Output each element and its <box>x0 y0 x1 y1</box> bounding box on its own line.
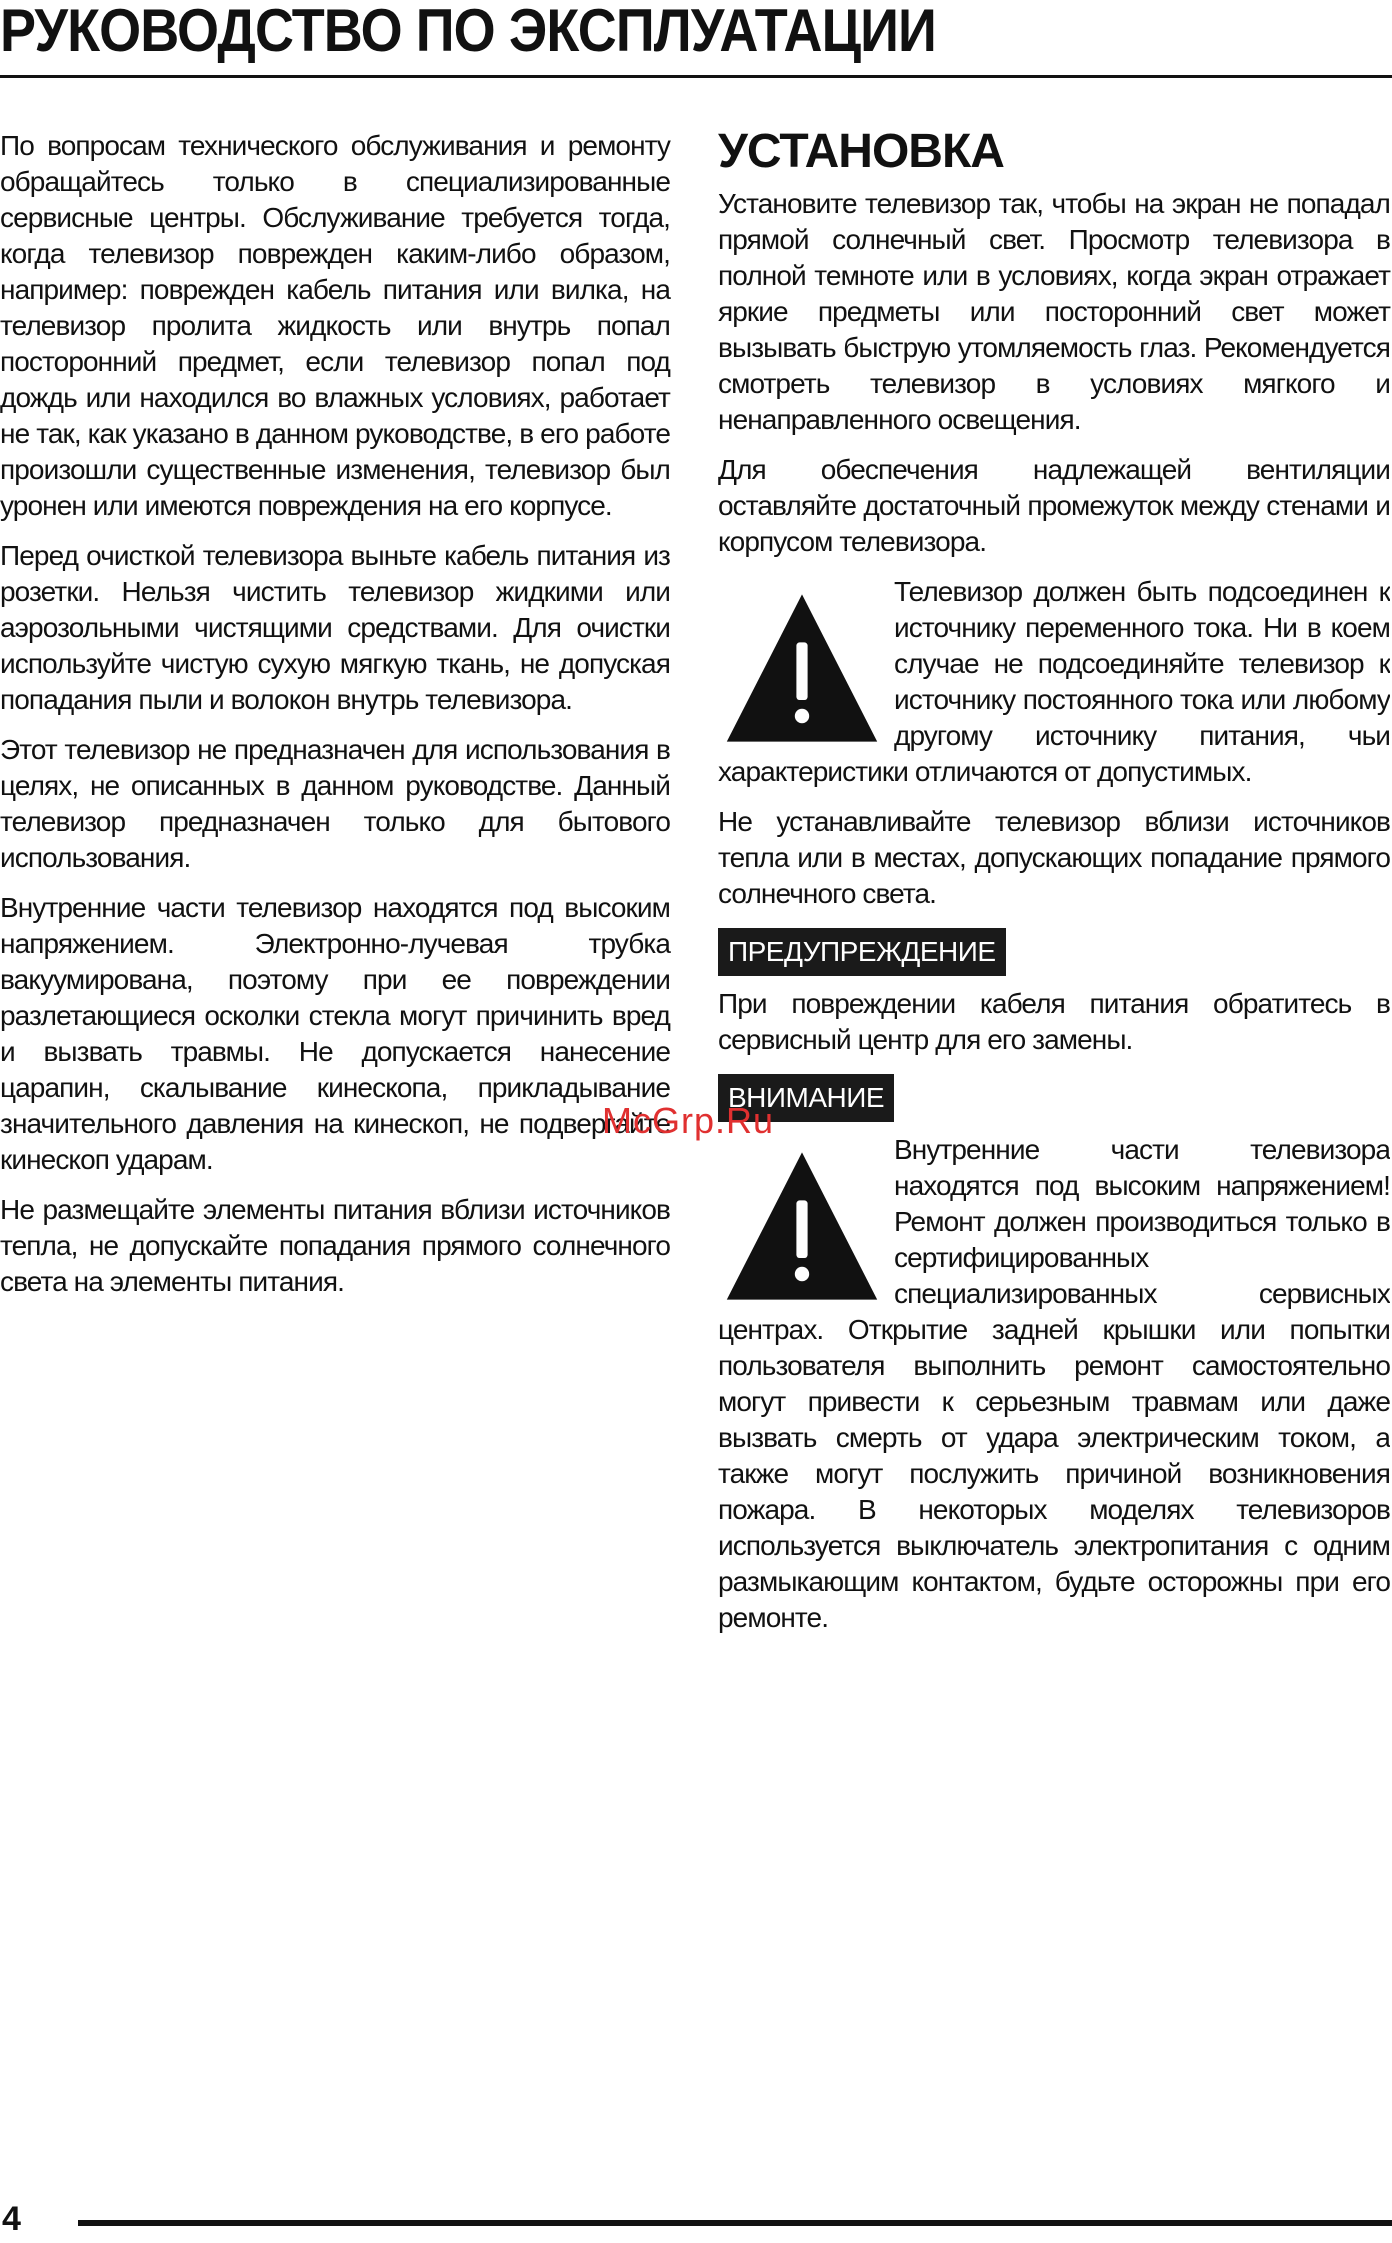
warning-block-voltage <box>718 1132 1390 1650</box>
right-column <box>718 122 1390 1650</box>
label-warning: ПРЕДУПРЕЖДЕНИЕ <box>718 928 1006 976</box>
warning-triangle-icon <box>722 1146 882 1306</box>
paragraph-service: По вопросам технического обслуживания и ремонту обращайтесь только в специализированные сервисные центры. Обслуживание требуется тогда, когда телевизор поврежден каким-либо образом, например: поврежден кабель питания или вилка, на телевизор пролита жидкость или внутрь попал посторонний предмет, если телевизор попал под дождь или находился во влажных условиях, работает не так, как указано в данном руководстве, в его работе произошли существенные изменения, телевизор был уронен или имеются повреждения на его корпусе. <box>0 130 670 521</box>
watermark: McGrp.Ru <box>602 1100 775 1141</box>
footer-divider <box>78 2220 1392 2226</box>
paragraph-high-voltage: Внутренние части телевизор находятся под высоким напряжением. Электронно-лучевая трубка вакуумирована, поэтому при ее повреждении разлетающиеся осколки стекла могут причинить вред и вызвать травмы. Не допускается нанесение царапин, скалывание кинескопа, прикладывание значительного давления на кинескоп, не подвергайте кинескоп ударам. <box>0 892 670 1175</box>
paragraph-power-source: Телевизор должен быть подсоединен к источнику переменного тока. Ни в коем случае не подсоединяйте телевизор к источнику постоянного тока или любому другому источнику питания, чьи характеристики отличаются от допустимых. <box>718 576 1390 787</box>
paragraph-ventilation: Для обеспечения надлежащей вентиляции оставляйте достаточный промежуток между стенами и корпусом телевизора. <box>718 454 1390 557</box>
paragraph-cleaning: Перед очисткой телевизора выньте кабель питания из розетки. Нельзя чистить телевизор жидкими или аэрозольными чистящими средствами. Для очистки используйте чистую сухую мягкую ткань, не допуская попадания пыли и волокон внутрь телевизора. <box>0 540 670 715</box>
paragraph-batteries: Не размещайте элементы питания вблизи источников тепла, не допускайте попадания прямого солнечного света на элементы питания. <box>0 1194 670 1297</box>
warning-triangle-icon <box>722 588 882 748</box>
paragraph-placement: Установите телевизор так, чтобы на экран не попадал прямой солнечный свет. Просмотр телевизора в полной темноте или в условиях, когда экран отражает яркие предметы или посторонний свет может вызывать быструю утомляемость глаз. Рекомендуется смотреть телевизор в условиях мягкого и ненаправленного освещения. <box>718 188 1390 435</box>
warning-block-power <box>718 574 1390 804</box>
page-title: РУКОВОДСТВО ПО ЭКСПЛУАТАЦИИ <box>0 0 936 64</box>
left-column <box>0 128 670 1314</box>
paragraph-purpose: Этот телевизор не предназначен для использования в целях, не описанных в данном руководстве. Данный телевизор предназначен только для бытового использования. <box>0 734 670 873</box>
paragraph-cable-damage: При повреждении кабеля питания обратитесь в сервисный центр для его замены. <box>718 988 1390 1055</box>
paragraph-heat-sources: Не устанавливайте телевизор вблизи источников тепла или в местах, допускающих попадание прямого солнечного света. <box>718 806 1390 909</box>
section-title-installation: УСТАНОВКА <box>718 125 1004 178</box>
label-attention: ВНИМАНИЕ <box>718 1074 894 1122</box>
page-number: 4 <box>2 2200 21 2238</box>
title-divider <box>0 75 1392 78</box>
paragraph-internal-voltage: Внутренние части телевизора находятся под высоким напряжением! Ремонт должен производиться только в сертифицированных специализированных сервисных центрах. Открытие задней крышки или попытки пользователя выполнить ремонт самостоятельно могут привести к серьезным травмам или даже вызвать смерть от удара электрическим током, а также могут послужить причиной возникновения пожара. В некоторых моделях телевизоров используется выключатель электропитания с одним размыкающим контактом, будьте осторожны при его ремонте. <box>718 1134 1390 1633</box>
